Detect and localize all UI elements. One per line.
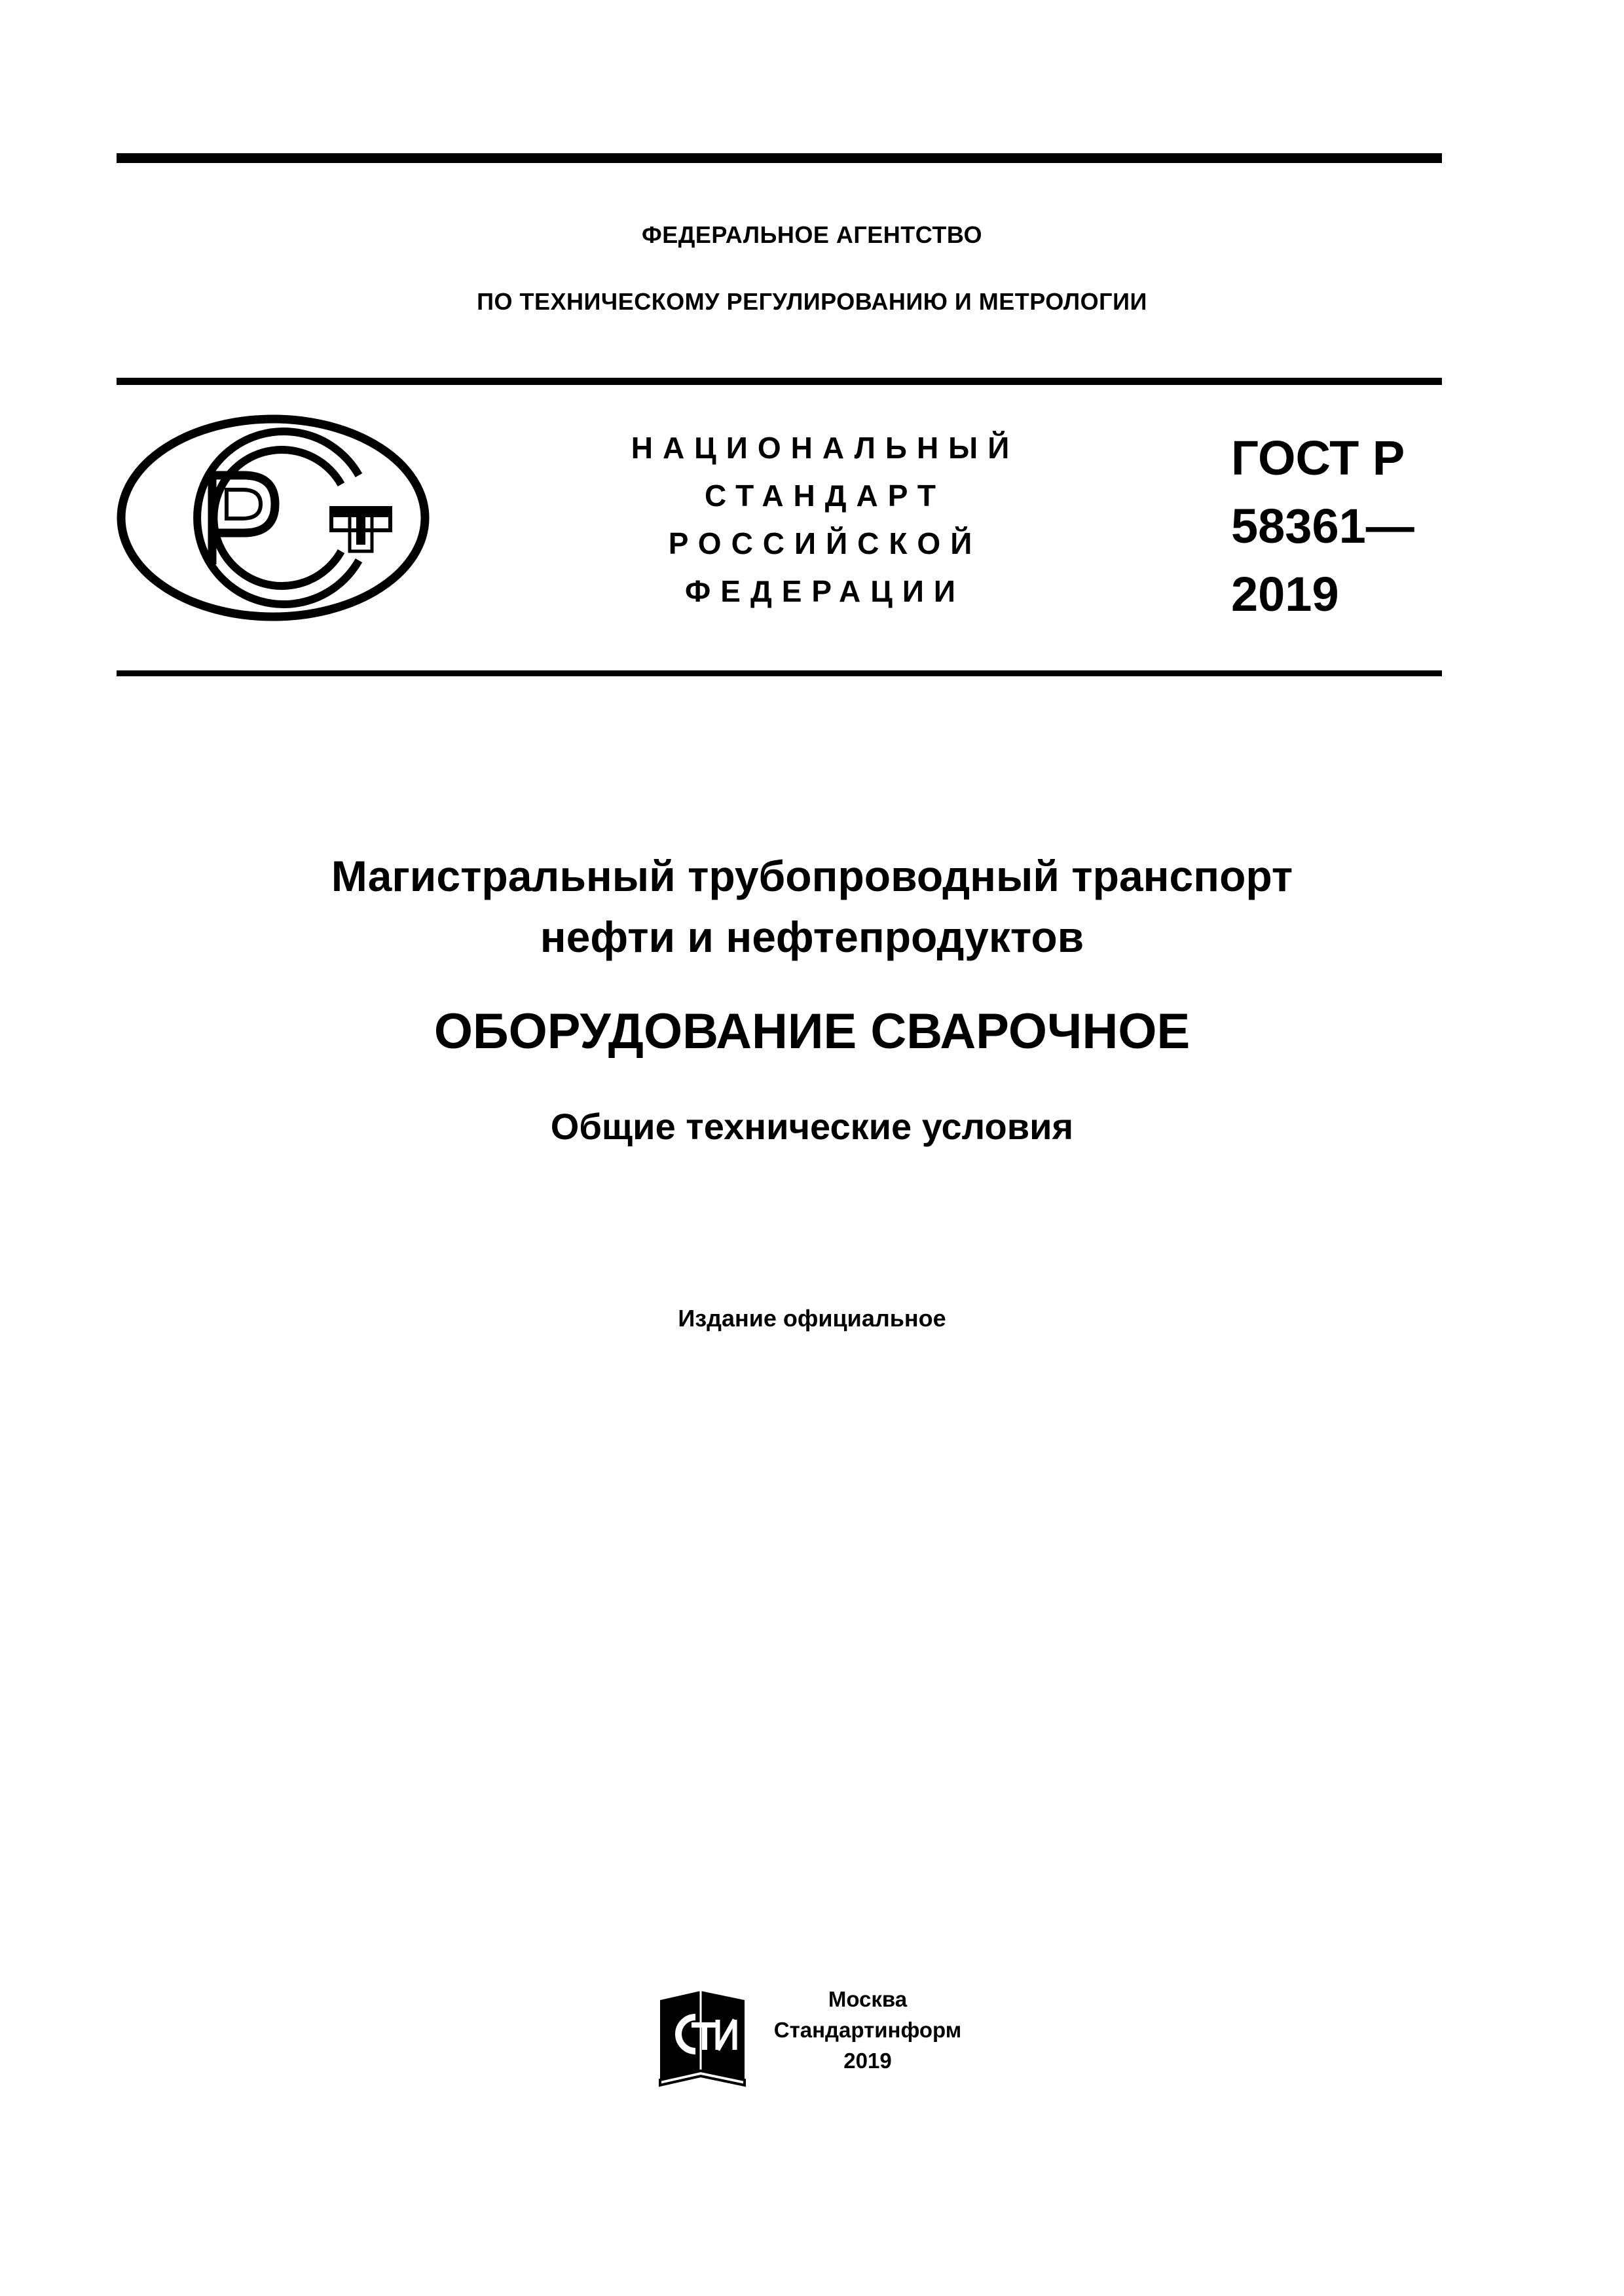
designation-number: 58361— [1231, 499, 1414, 553]
header-bottom-rule [117, 670, 1442, 676]
top-rule [117, 153, 1442, 163]
title-subtitle: Общие технические условия [550, 1106, 1074, 1147]
publisher-block [773, 1984, 963, 2076]
publisher-name: Стандартинформ [773, 2018, 962, 2042]
national-standard-line-1: НАЦИОНАЛЬНЫЙ [631, 431, 1020, 465]
publisher-city: Москва [828, 1987, 908, 2011]
publisher-year: 2019 [843, 2049, 892, 2073]
national-standard-block [602, 424, 1048, 615]
standartinform-logo-icon [655, 1982, 750, 2090]
national-standard-line-3: РОССИЙСКОЙ [668, 526, 982, 560]
title-line-2: нефти и нефтепродуктов [540, 913, 1084, 961]
title-line-1: Магистральный трубопроводный транспорт [331, 852, 1293, 900]
designation-year: 2019 [1231, 567, 1339, 621]
standard-designation [1231, 424, 1414, 629]
rst-emblem-icon [115, 412, 431, 623]
national-standard-line-2: СТАНДАРТ [705, 479, 946, 513]
agency-line-2: ПО ТЕХНИЧЕСКОМУ РЕГУЛИРОВАНИЮ И МЕТРОЛОГИИ [477, 288, 1147, 315]
designation-prefix: ГОСТ Р [1231, 431, 1405, 485]
header-rule [117, 378, 1442, 385]
edition-note: Издание официальное [678, 1305, 946, 1332]
national-standard-line-4: ФЕДЕРАЦИИ [685, 574, 965, 608]
title-main: ОБОРУДОВАНИЕ СВАРОЧНОЕ [434, 1004, 1190, 1059]
agency-line-1: ФЕДЕРАЛЬНОЕ АГЕНТСТВО [642, 221, 982, 248]
